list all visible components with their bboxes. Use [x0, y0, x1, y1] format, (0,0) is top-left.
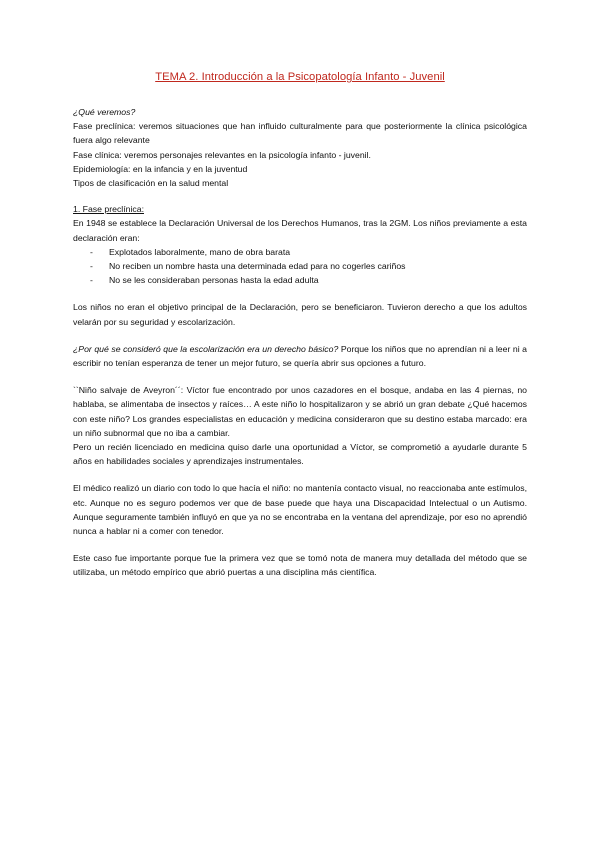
section-heading: 1. Fase preclínica: [73, 204, 144, 215]
document-body [73, 105, 527, 580]
paragraph: Los niños no eran el objetivo principal de la Declaración, pero se beneficiaron. Tuvieron derecho a que los adultos velarán por su seguridad y escolarización. [73, 302, 527, 327]
paragraph [73, 342, 527, 370]
document-title: TEMA 2. Introducción a la Psicopatología Infanto - Juvenil [155, 71, 445, 83]
answer-text: Porque los niños que no aprendían ni a leer ni a escribir no tenían esperanza de tener un mejor futuro, se quería abrir sus opciones a futuro. [73, 343, 527, 369]
list-item: - Explotados laboralmente, mano de obra barata [73, 245, 527, 259]
intro-line: Epidemiología: en la infancia y en la juventud [73, 163, 248, 174]
intro-line: Fase preclínica: veremos situaciones que han influido culturalmente para que posteriormente la clínica psicológica fuera algo relevante [73, 121, 527, 146]
paragraph: ``Niño salvaje de Aveyron´´: Víctor fue encontrado por unos cazadores en el bosque, andaba en las 4 piernas, no hablaba, se alimentaba de insectos y raíces… A este niño lo hospitalizaron y se abrió un gran debate ¿Qué hacemos con este niño? Los grandes especialistas en educación y medicina consideraron que su destino estaba marcado: era un niño subnormal que no iba a cambiar. [73, 385, 527, 438]
paragraph: Este caso fue importante porque fue la primera vez que se tomó nota de manera muy detallada del método que se utilizaba, un método empírico que abrió puertas a una disciplina más científica. [73, 553, 527, 578]
intro-line: Tipos de clasificación en la salud mental [73, 178, 229, 189]
question-text: ¿Por qué se consideró que la escolarización era un derecho básico? [73, 343, 339, 354]
intro-line: Fase clínica: veremos personajes relevantes en la psicología infanto - juvenil. [73, 149, 371, 160]
paragraph: Pero un recién licenciado en medicina quiso darle una oportunidad a Víctor, se comprometió a ayudarle durante 5 años en habilidades sociales y aprendizajes instrumentales. [73, 442, 527, 467]
paragraph: El médico realizó un diario con todo lo que hacía el niño: no mantenía contacto visual, no reaccionaba ante estímulos, etc. Aunque no es seguro podemos ver que de base puede que haya una Discapacidad Intelectual o un Autismo. Aunque seguramente también influyó en que ya no se encontraba en la ventana del aprendizaje, por eso no aprendió nunca a hablar ni a comer con tenedor. [73, 483, 527, 537]
list-item: - No se les consideraban personas hasta la edad adulta [73, 273, 527, 287]
bullet-list [73, 245, 527, 288]
list-item: - No reciben un nombre hasta una determinada edad para no cogerles cariños [73, 259, 527, 273]
intro-heading: ¿Qué veremos? [73, 107, 136, 117]
paragraph: En 1948 se establece la Declaración Universal de los Derechos Humanos, tras la 2GM. Los niños previamente a esta declaración eran: [73, 218, 527, 243]
